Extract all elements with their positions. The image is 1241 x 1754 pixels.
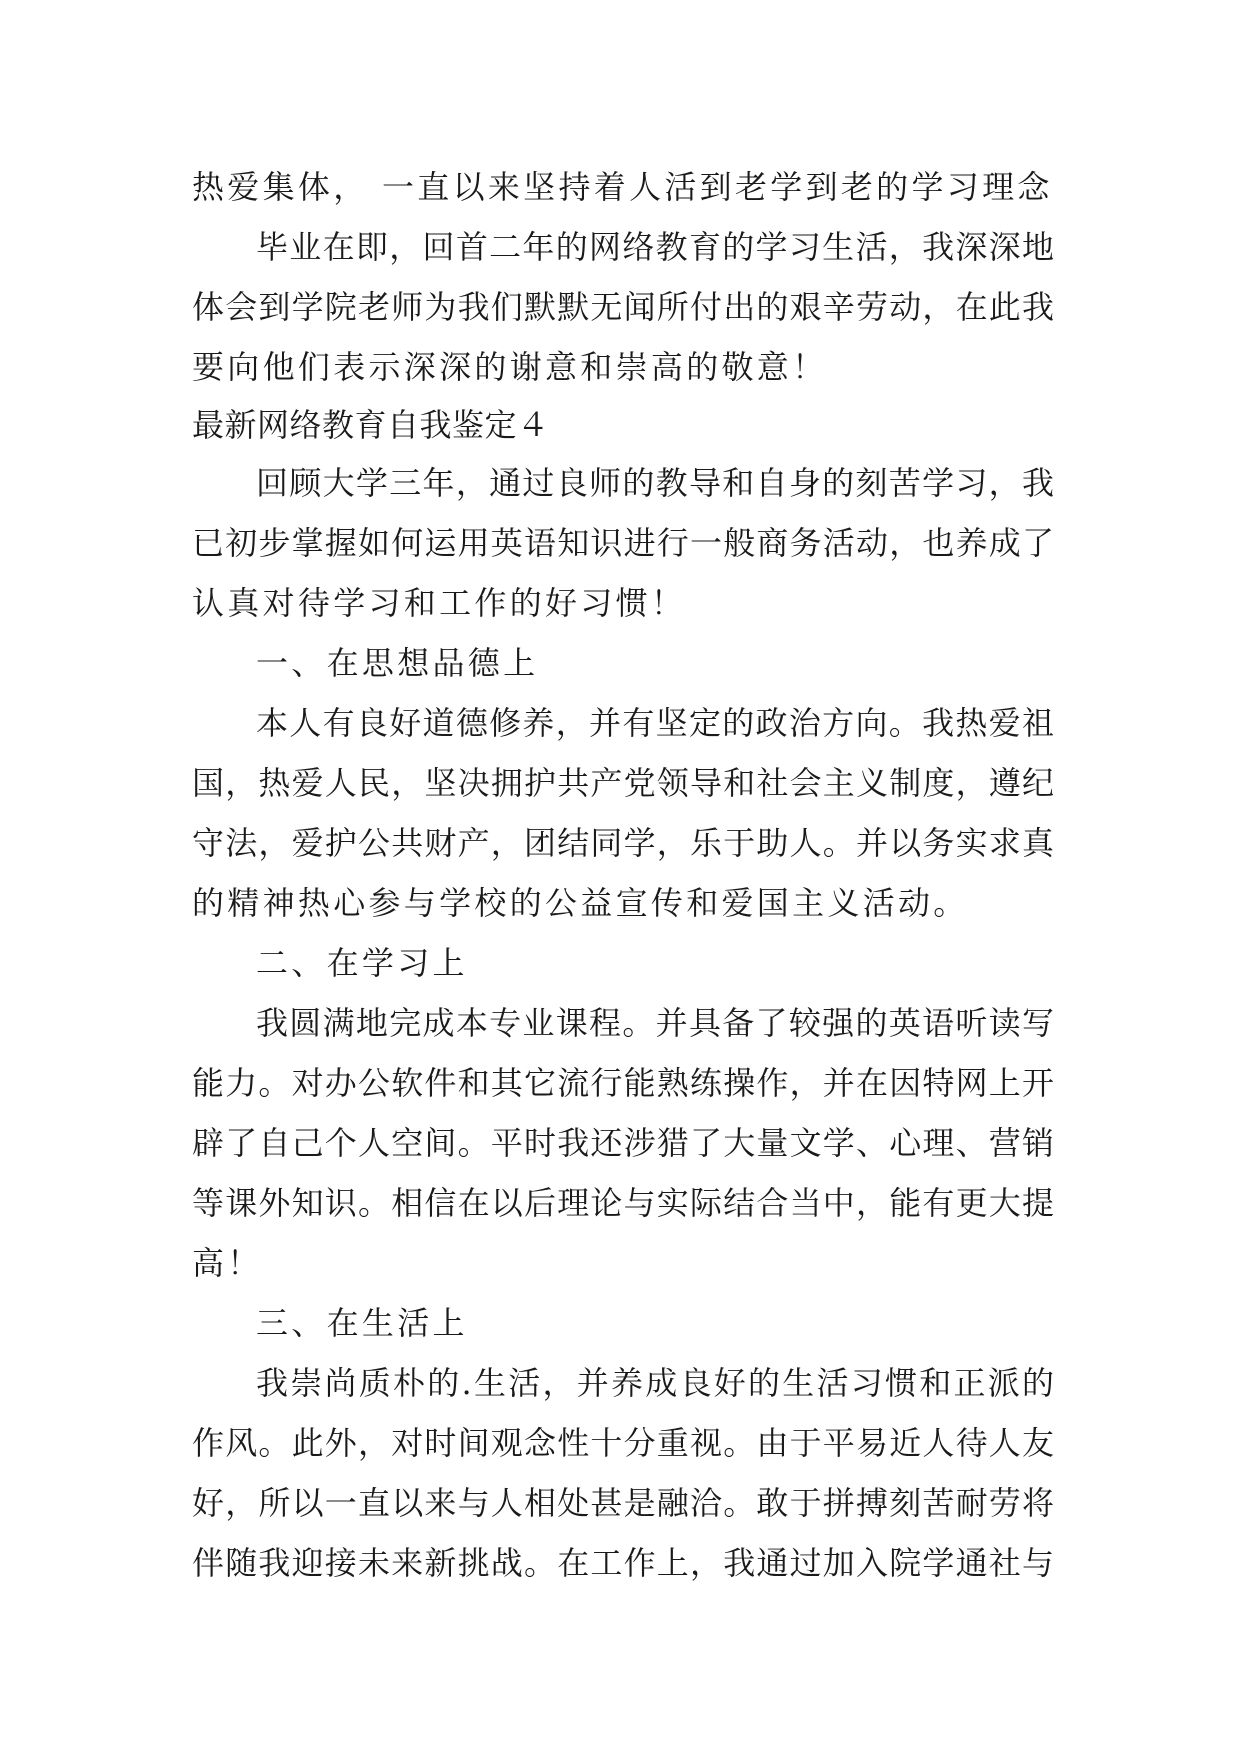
paragraph-line: 好，所以一直以来与人相处甚是融洽。敢于拼搏刻苦耐劳将 [192,1484,1054,1522]
paragraph-line: 体会到学院老师为我们默默无闻所付出的艰辛劳动，在此我 [192,288,1054,326]
paragraph-line: 毕业在即，回首二年的网络教育的学习生活，我深深地 [256,228,1054,266]
paragraph-line: 作风。此外，对时间观念性十分重视。由于平易近人待人友 [192,1424,1054,1462]
document-body [192,157,1054,1593]
paragraph-line: 认真对待学习和工作的好习惯！ [192,584,687,622]
paragraph-line: 辟了自己个人空间。平时我还涉猎了大量文学、心理、营销 [192,1124,1054,1162]
paragraph-line: 能力。对办公软件和其它流行能熟练操作，并在因特网上开 [192,1064,1054,1102]
paragraph-line: 要向他们表示深深的谢意和崇高的敬意！ [192,348,828,386]
paragraph-line: 守法，爱护公共财产，团结同学，乐于助人。并以务实求真 [192,824,1054,862]
subsection-heading: 二、在学习上 [256,944,468,982]
paragraph-line: 高！ [192,1244,263,1282]
paragraph-line: 我圆满地完成本专业课程。并具备了较强的英语听读写 [256,1004,1054,1042]
paragraph-line: 回顾大学三年，通过良师的教导和自身的刻苦学习，我 [256,464,1054,502]
paragraph-line: 伴随我迎接未来新挑战。在工作上，我通过加入院学通社与 [192,1544,1054,1582]
paragraph-line: 国，热爱人民，坚决拥护共产党领导和社会主义制度，遵纪 [192,764,1054,802]
paragraph-line: 等课外知识。相信在以后理论与实际结合当中，能有更大提 [192,1184,1054,1222]
paragraph-line: 的精神热心参与学校的公益宣传和爱国主义活动。 [192,884,969,922]
section-heading: 最新网络教育自我鉴定４ [192,406,550,444]
paragraph-line: 热爱集体， 一直以来坚持着人活到老学到老的学习理念 [192,168,1053,206]
subsection-heading: 三、在生活上 [256,1304,468,1342]
subsection-heading: 一、在思想品德上 [256,644,539,682]
paragraph-line: 本人有良好道德修养，并有坚定的政治方向。我热爱祖 [256,704,1054,742]
paragraph-line: 我崇尚质朴的.生活，并养成良好的生活习惯和正派的 [256,1364,1054,1402]
paragraph-line: 已初步掌握如何运用英语知识进行一般商务活动，也养成了 [192,524,1054,562]
